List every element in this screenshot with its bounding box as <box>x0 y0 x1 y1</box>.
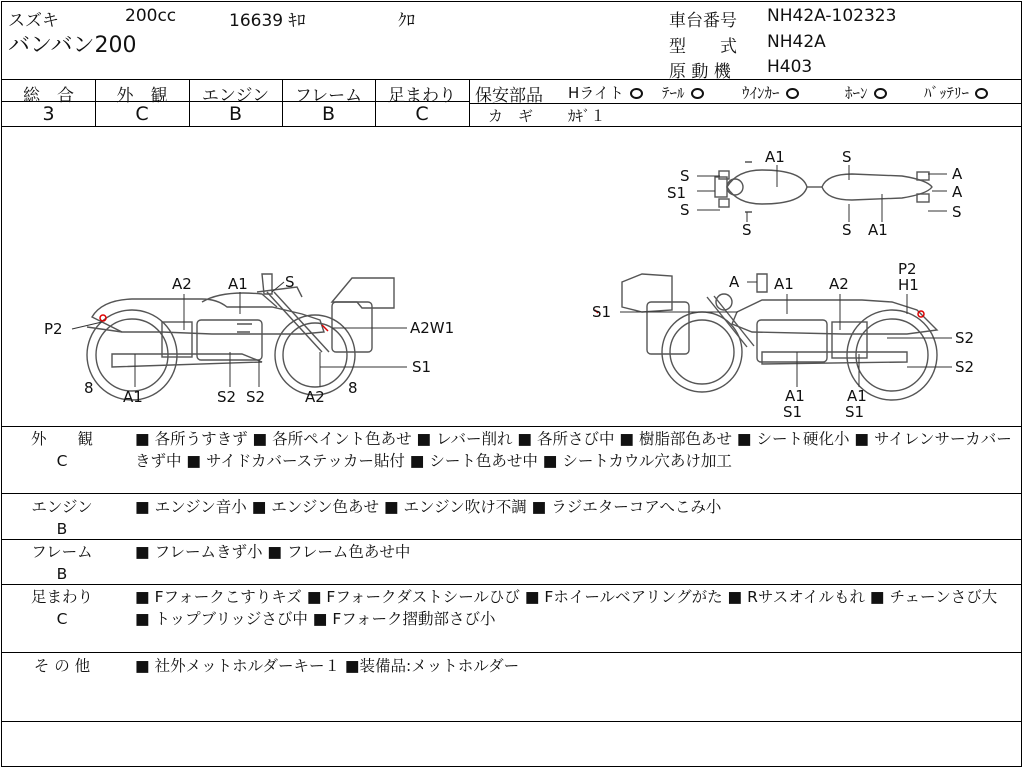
remark-engine-label: エンジン <box>31 498 93 516</box>
model-type: NH42A <box>767 32 826 52</box>
divider <box>2 721 1021 722</box>
remark-suspension-grade: C <box>56 610 68 628</box>
remark-other-text: ■ 社外メットホルダーキー１ ■装備品:メットホルダー <box>135 657 520 675</box>
diagram-label: A <box>729 273 740 291</box>
inspection-sheet <box>1 1 1022 767</box>
battery-label: ﾊﾞｯﾃﾘｰ <box>924 84 970 102</box>
diagram-label: A2 <box>172 275 192 293</box>
diagram-label: 8 <box>348 379 358 397</box>
ok-circle-icon <box>786 88 799 99</box>
frame-label: フレーム <box>294 86 363 106</box>
diagram-label: S1 <box>412 358 432 376</box>
remark-suspension-label: 足まわり <box>30 588 93 606</box>
diagram-label: A2 <box>305 388 325 406</box>
exterior-grade: C <box>135 103 149 125</box>
engine-label: エンジン <box>201 86 270 106</box>
frame-no: NH42A-102323 <box>767 6 897 26</box>
taillight-label: ﾃｰﾙ <box>662 84 685 102</box>
divider <box>469 103 1021 104</box>
mileage: 16639 ｷﾛ <box>229 11 306 31</box>
divider <box>2 493 1021 494</box>
engine-grade: B <box>228 103 243 125</box>
diagram-label: S <box>285 273 295 291</box>
winker-label: ｳｲﾝｶｰ <box>742 84 780 102</box>
diagram-label: S <box>680 167 690 185</box>
diagram-label: A <box>952 165 963 183</box>
remark-other-label: そ の 他 <box>33 657 91 675</box>
diagram-label: S1 <box>845 403 865 421</box>
diagram-label: A1 <box>228 275 248 293</box>
frame-grade: B <box>321 103 336 125</box>
diagram-label: S1 <box>592 303 612 321</box>
key-label: カ ギ <box>488 107 534 125</box>
divider <box>2 652 1021 653</box>
diagram-label: S1 <box>783 403 803 421</box>
key-value: ｶｷﾞ１ <box>568 107 606 125</box>
diagram-label: A1 <box>774 275 794 293</box>
diagram-label: A1 <box>123 388 143 406</box>
engine-model-label: 原 動 機 <box>669 62 731 82</box>
suspension-label: 足まわり <box>388 86 456 106</box>
divider <box>2 539 1021 540</box>
headlight-label: Hライト <box>568 84 624 102</box>
diagram-label: P2 <box>898 260 917 278</box>
overall-label: 総 合 <box>23 86 74 106</box>
diagram-label: A2 <box>829 275 849 293</box>
color: ｸﾛ <box>398 11 415 31</box>
diagram-label: S <box>842 221 852 239</box>
diagram-label: A1 <box>847 387 867 405</box>
diagram-label: A2W1 <box>410 319 455 337</box>
remark-exterior-grade: C <box>56 452 68 470</box>
diagram-label: A1 <box>765 148 785 166</box>
safety-horn <box>845 82 887 103</box>
diagram-label: 8 <box>84 379 94 397</box>
diagram-label: S <box>842 148 852 166</box>
remark-engine-grade: B <box>56 520 68 538</box>
horn-label: ﾎｰﾝ <box>845 84 868 102</box>
remark-frame-grade: B <box>56 565 68 583</box>
diagram-label: S <box>952 203 962 221</box>
safety-title: 保安部品 <box>475 86 543 106</box>
divider <box>2 584 1021 585</box>
motorcycle-diagram <box>2 127 1021 427</box>
diagram-label: S1 <box>667 184 687 202</box>
divider <box>2 426 1021 427</box>
diagram-label: H1 <box>898 276 919 294</box>
diagram-label: S2 <box>955 358 975 376</box>
ok-circle-icon <box>630 88 643 99</box>
remark-frame-text: ■ フレームきず小 ■ フレーム色あせ中 <box>135 543 411 561</box>
overall-grade: 3 <box>42 103 55 125</box>
divider <box>469 79 470 126</box>
engine-model: H403 <box>767 57 813 77</box>
safety-winker <box>742 82 799 103</box>
safety-battery <box>924 82 988 103</box>
exterior-label: 外 観 <box>116 86 168 106</box>
displacement: 200cc <box>125 6 177 26</box>
remark-exterior-text: ■ 各所うすきず ■ 各所ペイント色あせ ■ レバー削れ ■ 各所さび中 ■ 樹脂部色あせ ■ シート硬化小 ■ サイレンサーカバーきず中 ■ サイドカバーステッカー貼付 ■ シート色あせ中 ■ シートカウル穴あけ加工 <box>135 430 1012 470</box>
remark-suspension-text: ■ Fフォークこすりキズ ■ Fフォークダストシールひび ■ Fホイールベアリングがた ■ Rサスオイルもれ ■ チェーンさび大 ■ トップブリッジさび中 ■ Fフォーク摺動部さび小 <box>135 588 998 628</box>
diagram-label: S2 <box>246 388 266 406</box>
diagram-label: S2 <box>955 329 975 347</box>
maker: スズキ <box>8 11 59 31</box>
ok-circle-icon <box>975 88 988 99</box>
ok-circle-icon <box>874 88 887 99</box>
bike-top-view <box>715 162 932 212</box>
diagram-label: A1 <box>868 221 888 239</box>
diagram-label: A <box>952 183 963 201</box>
diagram-label: P2 <box>44 320 63 338</box>
remark-exterior-label: 外 観 <box>30 430 93 448</box>
suspension-grade: C <box>415 103 429 125</box>
diagram-label: S <box>680 201 690 219</box>
remark-engine-text: ■ エンジン音小 ■ エンジン色あせ ■ エンジン吹け不調 ■ ラジエターコアへこみ小 <box>135 498 722 516</box>
safety-taillight <box>662 82 704 103</box>
diagram-label: S2 <box>217 388 237 406</box>
model-name: バンバン200 <box>8 33 137 58</box>
remark-frame-label: フレーム <box>31 543 93 561</box>
safety-headlight <box>568 82 643 103</box>
diagram-label: A1 <box>785 387 805 405</box>
frame-no-label: 車台番号 <box>669 11 737 31</box>
diagram-label: S <box>742 221 752 239</box>
model-type-label: 型 式 <box>669 37 737 57</box>
ok-circle-icon <box>691 88 704 99</box>
divider <box>2 79 1021 80</box>
